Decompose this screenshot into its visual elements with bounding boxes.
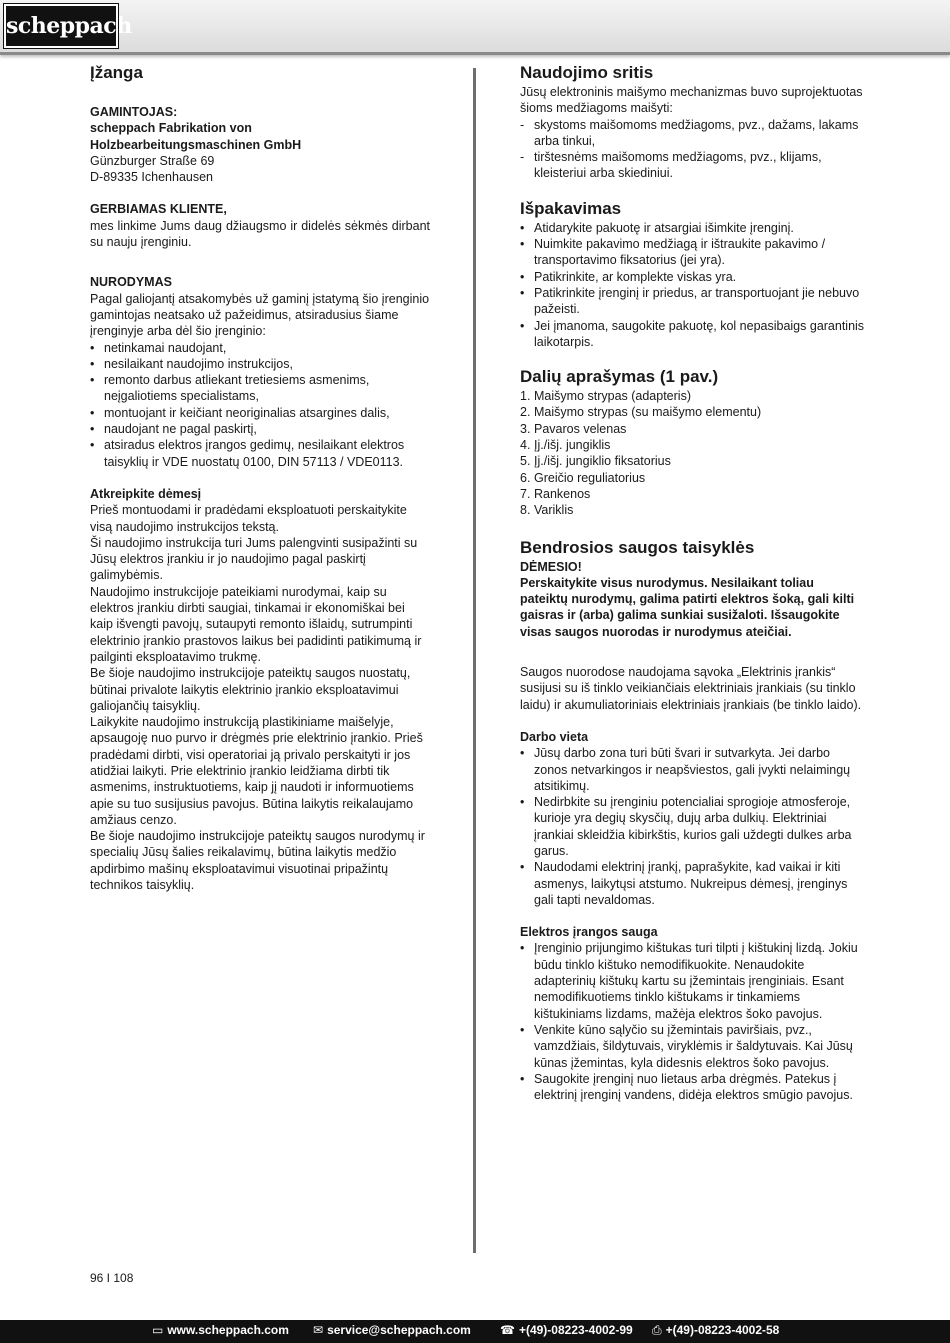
list-item: • Nuimkite pakavimo medžiagą ir ištraukite pakavimo / transportavimo fiksatorius (jei yra). — [520, 236, 865, 269]
list-item: • Venkite kūno sąlyčio su įžemintais paviršiais, pvz., vamzdžiais, šildytuvais, viryklėmis ir šaldytuvais. Kai Jūsų kūnas įžemintas, kyla didesnis elektros šoko pavojus. — [520, 1022, 865, 1071]
list-item: 3. Pavaros velenas — [520, 421, 627, 436]
notes-heading: NURODYMAS — [90, 275, 172, 290]
notes-list — [90, 340, 430, 470]
list-item: • remonto darbus atliekant tretiesiems asmenims, neįgaliotiems specialistams, — [90, 372, 430, 405]
list-item: • Jūsų darbo zona turi būti švari ir sutvarkyta. Jei darbo zonos netvarkingos ir neapšviestos, gali įvykti nelaimingų atsitikimų. — [520, 745, 865, 794]
footer-website[interactable]: ▭ www.scheppach.com — [152, 1320, 289, 1341]
footer-bar — [0, 1320, 950, 1343]
manufacturer-name-1: scheppach Fabrikation von — [90, 121, 252, 136]
list-item: • Jei įmanoma, saugokite pakuotę, kol nepasibaigs garantinis laikotarpis. — [520, 318, 865, 351]
phone-icon: ☎ — [500, 1323, 515, 1337]
list-item: • Naudodami elektrinį įrankį, paprašykite, kad vaikai ir kiti asmenys, laikytųsi atstumo. Nukreipus dėmesį, įrenginys gali tapti nevaldomas. — [520, 859, 865, 908]
list-item: 5. Įj./išj. jungiklio fiksatorius — [520, 454, 671, 469]
attention-paragraph: Naudojimo instrukcijoje pateikiami nurodymai, kaip su elektros įrankiu dirbti saugiai, tinkamai ir ekonomiškai bei kaip išvengti pavojų, sutaupyti remonto išlaidų, sutrumpinti elektrinio įrankio prastovos laikus bei padidinti patikimumą ir pailginti eksploatavimo trukmę. — [90, 584, 422, 664]
list-item: 7. Rankenos — [520, 486, 591, 501]
fax-icon: ⎙ — [652, 1323, 662, 1337]
workplace-list — [520, 745, 865, 908]
list-item: 6. Greičio reguliatorius — [520, 470, 646, 485]
manufacturer-name-2: Holzbearbeitungsmaschinen GmbH — [90, 137, 302, 152]
list-item: • atsiradus elektros įrangos gedimų, nesilaikant elektros taisyklių ir VDE nuostatų 0100, DIN 57113 / VDE0113. — [90, 437, 430, 470]
parts-title: Dalių aprašymas (1 pav.) — [520, 367, 719, 387]
list-item: • Saugokite įrenginį nuo lietaus arba drėgmės. Patekus į elektrinį įrenginį vandens, didėja elektros smūgio pavojus. — [520, 1071, 865, 1104]
footer-phone[interactable]: ☎ +(49)-08223-4002-99 — [500, 1320, 633, 1341]
list-item: 1. Maišymo strypas (adapteris) — [520, 389, 691, 404]
safety-caution: DĖMESIO! — [520, 559, 582, 574]
list-item: - tirštesnėms maišomoms medžiagoms, pvz., klijams, kleisteriui arba skiediniui. — [520, 149, 865, 182]
attention-paragraph: Be šioje naudojimo instrukcijoje pateiktų saugos nuostatų, būtinai privalote laikytis elektrinio įrankio eksploatavimui galiojančių taisyklių. — [90, 666, 411, 713]
usage-text: Jūsų elektroninis maišymo mechanizmas buvo suprojektuotas šioms medžiagoms maišyti: — [520, 85, 863, 116]
unpack-list — [520, 220, 865, 350]
list-item: 2. Maišymo strypas (su maišymo elementu) — [520, 405, 762, 420]
list-item: • montuojant ir keičiant neoriginalias atsargines dalis, — [90, 405, 430, 421]
parts-list — [520, 388, 865, 518]
list-item: • Atidarykite pakuotę ir atsargiai išimkite įrenginį. — [520, 220, 865, 236]
manufacturer-label: GAMINTOJAS: — [90, 105, 178, 119]
notes-text: Pagal galiojantį atsakomybės už gaminį įstatymą šio įrenginio gamintojas neatsako už pažeidimus, atsiradusius šiame įrenginyje arba dėl šio įrenginio: — [90, 291, 430, 339]
unpack-title: Išpakavimas — [520, 198, 622, 218]
customer-text: mes linkime Jums daug džiaugsmo ir didelės sėkmės dirbant su nauju įrenginiu. — [90, 218, 430, 250]
footer-email[interactable]: ✉ service@scheppach.com — [313, 1320, 471, 1341]
manufacturer-street: Günzburger Straße 69 — [90, 153, 215, 168]
intro-title: Įžanga — [90, 63, 143, 82]
brand-logo: scheppach — [4, 4, 118, 48]
usage-list — [520, 117, 865, 182]
page-number: 96 I 108 — [90, 1271, 134, 1285]
list-item: • Įrenginio prijungimo kištukas turi tilpti į kištukinį lizdą. Jokiu būdu tinklo kištuko nemodifikuokite. Nenaudokite adapterinių kištukų kartu su įžemintais įrenginiais. Esant nemodifikuotiems tinklo kištukams ir tinkamiems kištukiniams lizdams, mažėja elektros šoko pavojus. — [520, 940, 865, 1021]
list-item: • Nedirbkite su įrenginiu potencialiai sprogioje atmosferoje, kurioje yra degių skysčių, dujų arba dulkių. Elektriniai įrankiai skleidžia kibirkštis, kurios gali uždegti dulkes arba garus. — [520, 794, 865, 859]
attention-paragraph: Ši naudojimo instrukcija turi Jums palengvinti susipažinti su Jūsų elektros įrankiu ir jo naudojimo pagal paskirtį galimybėmis. — [90, 535, 418, 583]
attention-paragraph: Laikykite naudojimo instrukciją plastikiniame maišelyje, apsaugoję nuo purvo ir drėgmės prie elektrinio įrankio. Prieš pradėdami dirbti, visi operatoriai ją privalo perskaityti ir jos atidžiai laikyti. Prie elektrinio įrankio leidžiama dirbti tik asmenims, instruktuotiems, kaip jį naudoti ir informuotiems apie su tuo susijusius pavojus. Būtina laikytis reikalaujamo amžiaus cenzo. — [90, 715, 423, 827]
manufacturer-city: D-89335 Ichenhausen — [90, 170, 214, 185]
list-item: 8. Variklis — [520, 503, 574, 518]
list-item: • netinkamai naudojant, — [90, 340, 430, 356]
list-item: • Patikrinkite, ar komplekte viskas yra. — [520, 269, 865, 285]
attention-paragraph: Be šioje naudojimo instrukcijoje pateiktų saugos nurodymų ir specialių Jūsų šalies reikalavimų, būtina laikytis medžio apdirbimo mašinų eksploatavimui visuotinai pripažintų technikos taisyklių. — [90, 829, 425, 893]
footer-fax[interactable]: ⎙ +(49)-08223-4002-58 — [652, 1320, 779, 1341]
page-header — [0, 0, 950, 55]
attention-paragraph: Prieš montuodami ir pradėdami eksploatuoti perskaitykite visą naudojimo instrukcijos tekstą. — [90, 503, 407, 534]
column-divider — [473, 68, 476, 1253]
workplace-heading: Darbo vieta — [520, 729, 589, 744]
left-column — [90, 62, 430, 893]
list-item: • nesilaikant naudojimo instrukcijos, — [90, 356, 430, 372]
safety-title: Bendrosios saugos taisyklės — [520, 537, 755, 557]
attention-heading: Atkreipkite dėmesį — [90, 486, 202, 501]
safety-text: Saugos nuorodose naudojama sąvoka „Elektrinis įrankis“ susijusi su iš tinklo veikiančiais elektriniais įrankiais (su tinklo laidu) ir akumuliatoriniais elektriniais įrankiais (be tinklo laido). — [520, 665, 862, 712]
electrical-list — [520, 940, 865, 1103]
list-item: • naudojant ne pagal paskirtį, — [90, 421, 430, 437]
usage-title: Naudojimo sritis — [520, 63, 654, 82]
safety-warning: Perskaitykite visus nurodymus. Nesilaikant toliau pateiktų nurodymų, galima patirti elektros šoką, gali kilti gaisras ir (arba) galima sunkiai susižaloti. Išsaugokite visas saugos nuorodas ir nurodymus ateičiai. — [520, 575, 855, 639]
list-item: • Patikrinkite įrenginį ir priedus, ar transportuojant jie nebuvo pažeisti. — [520, 285, 865, 318]
list-item: - skystoms maišomoms medžiagoms, pvz., dažams, lakams arba tinkui, — [520, 117, 865, 150]
electrical-heading: Elektros įrangos sauga — [520, 925, 658, 940]
right-column — [520, 62, 865, 1103]
list-item: 4. Įj./išj. jungiklis — [520, 438, 611, 453]
monitor-icon: ▭ — [152, 1323, 164, 1337]
envelope-icon: ✉ — [313, 1323, 324, 1337]
customer-heading: GERBIAMAS KLIENTE, — [90, 202, 227, 217]
